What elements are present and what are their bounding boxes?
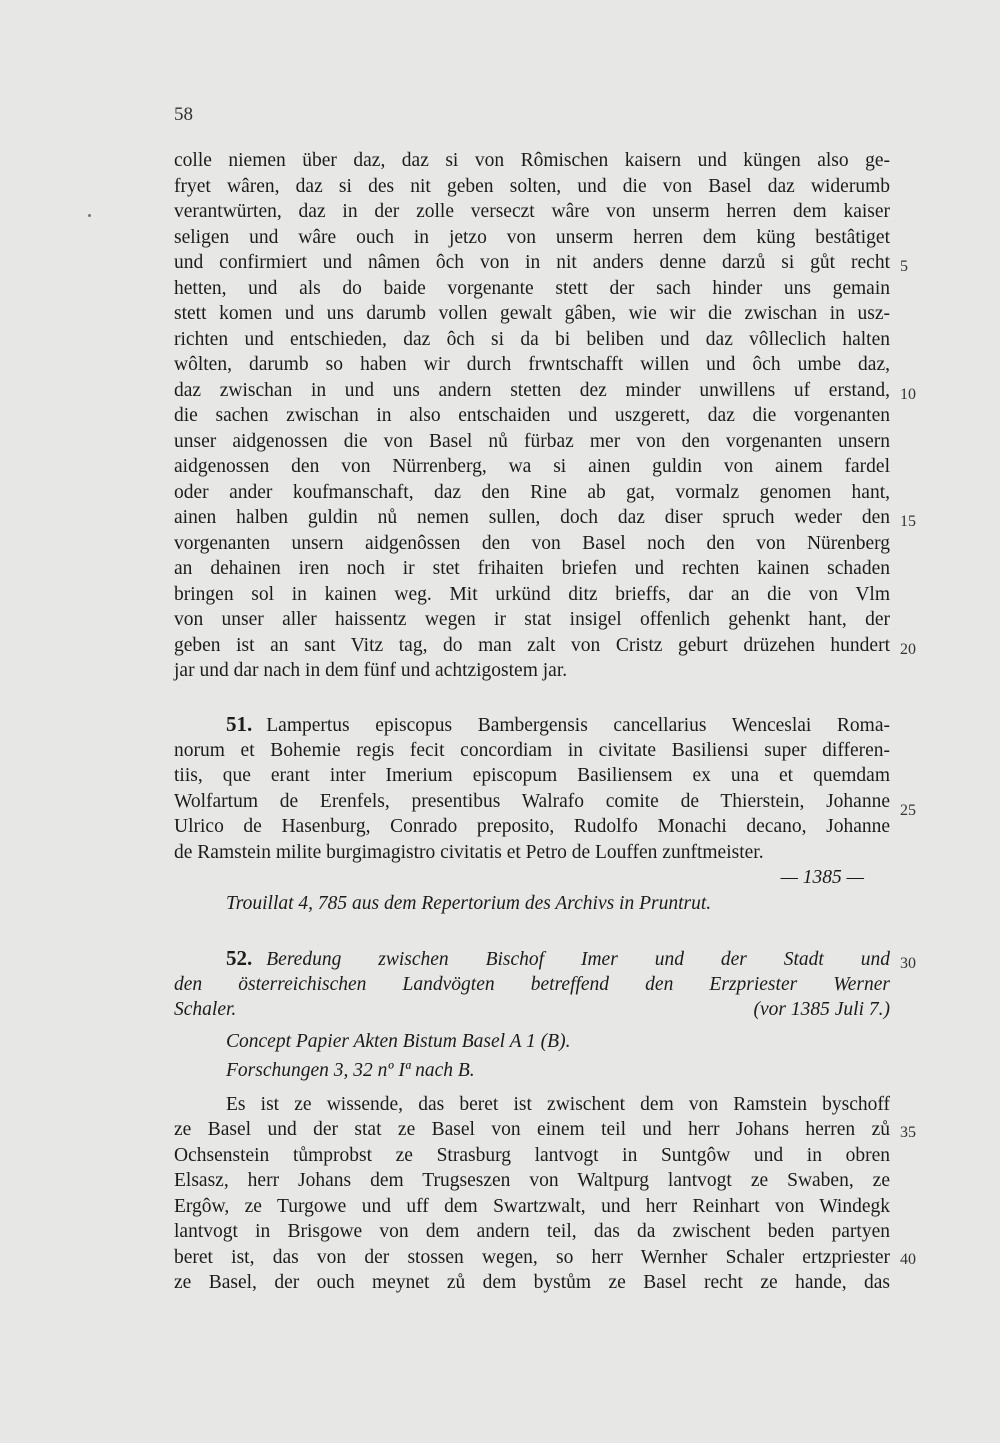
margin-number-40: 40 [900,1251,916,1268]
block1-line: verantwürten, daz in der zolle verseczt wâre von unserm herren dem kaiser [174,201,890,222]
entry-52-line: Ergôw, ze Turgowe und uff dem Swartzwalt, und herr Reinhart von Windegk [174,1195,890,1217]
entry-52-body [174,1092,890,1296]
block1-line: stett komen und uns darumb vollen gewalt gâben, wie wir die zwischan in usz- [174,303,890,324]
entry-51 [174,712,890,916]
entry-51-first-line [174,712,890,738]
block1-line: jar und dar nach in dem fünf und achtzigostem jar. [174,660,568,681]
entry-51-line: tiis, que erant inter Imerium episcopum Basiliensem ex una et quemdam [174,765,890,786]
entry-52-source-1: Concept Papier Akten Bistum Basel A 1 (B). [226,1030,571,1052]
entry-52-line: ze Basel und der stat ze Basel von einem teil und herr Johans herren zů [174,1119,890,1140]
block1-line: geben ist an sant Vitz tag, do man zalt von Cristz geburt drüzehen hundert [174,634,890,656]
margin-number-30: 30 [900,955,916,972]
margin-number-35: 35 [900,1124,916,1141]
block1-line: richten und entschieden, daz ôch si da bi beliben und daz vôlleclich halten [174,328,890,350]
entry-52 [174,946,890,1296]
entry-51-line: Wolfartum de Erenfels, presentibus Walrafo comite de Thierstein, Johanne [174,790,890,812]
entry-52-date: (vor 1385 Juli 7.) [753,999,890,1020]
margin-dot [88,214,91,217]
entry-52-title-0: Beredung zwischen Bischof Imer und der Stadt und [266,949,890,970]
block1-line: oder ander koufmanschaft, daz den Rine ab gat, vormalz genomen hant, [174,481,890,503]
block1-line: aidgenossen den von Nürrenberg, wa si ainen guldin von ainem fardel [174,456,890,477]
entry-51-number: 51. [226,712,253,736]
margin-number-5: 5 [900,258,908,275]
block1-line: colle niemen über daz, daz si von Rômischen kaisern und küngen also ge- [174,150,890,171]
entry-51-source: Trouillat 4, 785 aus dem Repertorium des Archivs in Pruntrut. [226,892,712,914]
entry-51-line: Ulrico de Hasenburg, Conrado preposito, Rudolfo Monachi decano, Johanne [174,816,890,837]
entry-52-line: Elsasz, herr Johans dem Trugseszen von Waltpurg lantvogt ze Swaben, ze [174,1170,890,1191]
entry-52-title-line-2 [174,997,890,1023]
entry-52-line: lantvogt in Brisgowe von dem andern teil, das da zwischent beden partyen [174,1221,890,1242]
entry-51-date: — 1385 — [780,867,864,888]
block1-line: vorgenanten unsern aidgenôssen den von Basel noch den von Nürenberg [174,532,890,554]
entry-52-title-line-0 [174,946,890,972]
entry-52-source-2: Forschungen 3, 32 nº Iª nach B. [226,1060,475,1081]
entry-52-line: ze Basel, der ouch meynet zů dem bystům ze Basel recht ze hande, das [174,1272,890,1293]
entry-51-line: norum et Bohemie regis fecit concordiam in civitate Basiliensi super differen- [174,739,890,761]
entry-51-body [174,738,890,866]
entry-51-line-0: Lampertus episcopus Bambergensis cancellarius Wenceslai Roma- [266,715,890,736]
entry-52-line: beret ist, das von der stossen wegen, so herr Wernher Schaler ertzpriester [174,1246,890,1268]
block1-line: wôlten, darumb so haben wir durch frwntschafft willen und ôch umbe daz, [174,354,890,375]
block1-line: unser aidgenossen die von Basel nů fürbaz mer von den vorgenanten unsern [174,430,890,452]
entry-52-title-line-1: den österreichischen Landvögten betreffend den Erzpriester Werner [174,973,890,995]
margin-number-20: 20 [900,641,916,658]
block1-line: ainen halben guldin nů nemen sullen, doch daz diser spruch weder den [174,507,890,528]
block1-line: hetten, und als do baide vorgenante stett der sach hinder uns gemain [174,277,890,299]
block1-line: seligen und wâre ouch in jetzo von unserm herren dem küng bestâtiget [174,226,890,248]
margin-number-15: 15 [900,513,916,530]
entry-52-line: Ochsenstein tůmprobst ze Strasburg lantvogt in Suntgôw und in obren [174,1144,890,1166]
entry-52-line: Es ist ze wissende, das beret ist zwischent dem von Ramstein byschoff [226,1093,890,1115]
block1-line: an dehainen iren noch ir stet frihaiten briefen und rechten kainen schaden [174,558,890,579]
block1-line: von unser aller haissentz wegen ir stat insigel offenlich gehenkt hant, der [174,609,890,630]
block1-line: die sachen zwischan in also entschaiden und uszgerett, daz die vorgenanten [174,405,890,426]
entry-52-number: 52. [226,946,253,970]
margin-number-25: 25 [900,802,916,819]
entry-51-line: de Ramstein milite burgimagistro civitatis et Petro de Louffen zunftmeister. [174,841,764,863]
page-number: 58 [174,104,193,125]
block1-line: daz zwischan in und uns andern stetten dez minder unwillens uf erstand, [174,379,890,401]
block1-line: fryet wâren, daz si des nit geben solten, und die von Basel daz widerumb [174,175,890,197]
block1-line: und confirmiert und nâmen ôch von in nit anders denne darzů si gůt recht [174,252,890,273]
text-block-continuation [174,148,890,684]
entry-52-title-end: Schaler. [174,999,237,1020]
block1-line: bringen sol in kainen weg. Mit urkünd ditz brieffs, dar an die von Vlm [174,583,890,605]
margin-number-10: 10 [900,386,916,403]
